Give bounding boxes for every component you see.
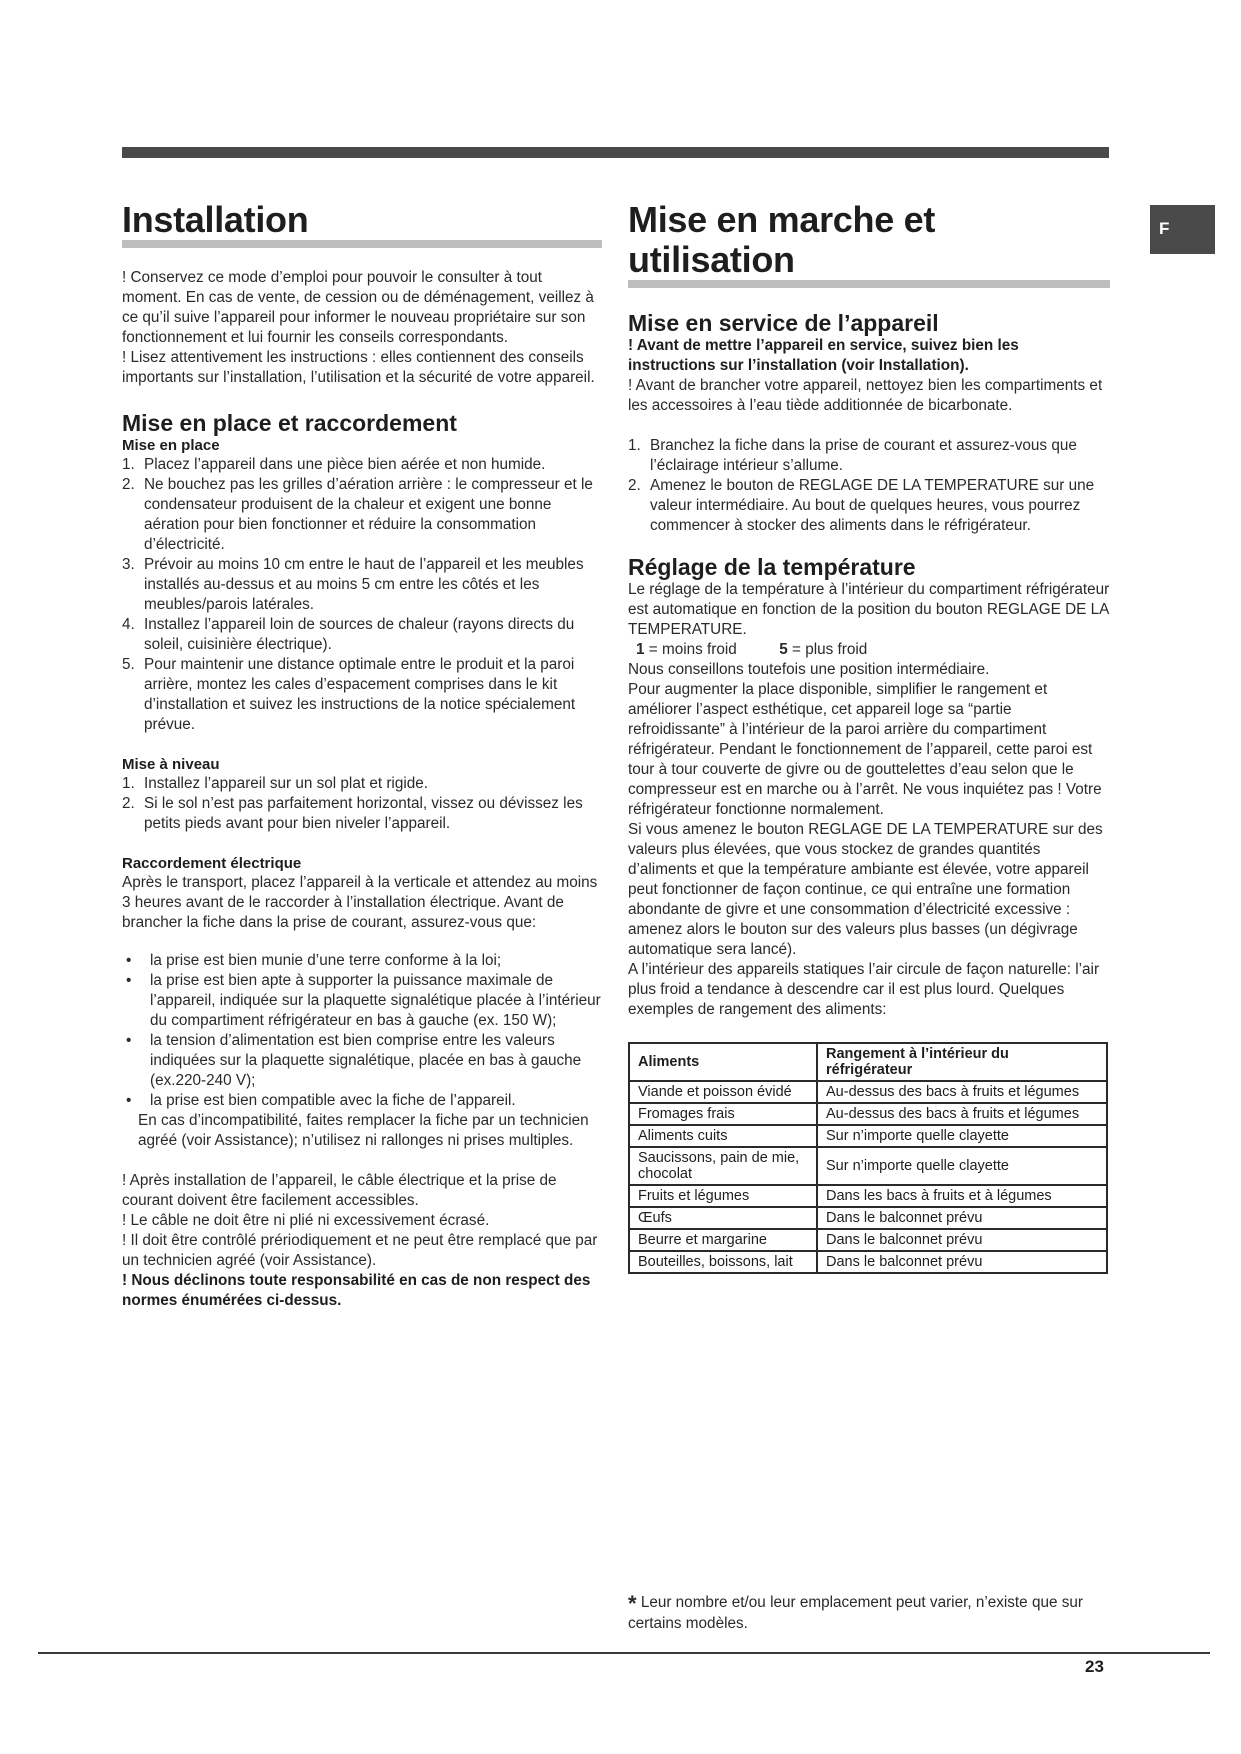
commissioning-bold-note: ! Avant de mettre l’appareil en service, suivez bien les instructions sur l’installation (voir Installation). — [628, 337, 1019, 374]
table-cell: Fruits et légumes — [629, 1185, 817, 1207]
table-cell: Au-dessus des bacs à fruits et légumes — [817, 1103, 1107, 1125]
temperature-scale: 1 = moins froid 5 = plus froid — [636, 641, 868, 658]
intro-paragraph-1: ! Conservez ce mode d’emploi pour pouvoir le consulter à tout moment. En cas de vente, de cession ou de déménagement, veillez à ce qu’il suive l’appareil pour informer le nouveau propriétaire sur son fonctionnement et lui fournir les conseils correspondants. — [122, 269, 594, 346]
placement-subtitle: Mise en place — [122, 437, 220, 454]
temperature-text-3: Pour augmenter la place disponible, simplifier le rangement et améliorer l’aspect esthétique, cet appareil loge sa “partie refroidissante” à l’intérieur de la paroi arrière du compartiment réfrigérateur. Pendant le fonctionnement de l’appareil, cette paroi est tour à tour couverte de givre ou de gouttelettes d’eau selon que le compresseur est en marche ou à l’arrêt. Ne vous inquiétez pas ! Votre réfrigérateur fonctionne normalement. — [628, 681, 1102, 818]
list-item: 5. Pour maintenir une distance optimale entre le produit et la paroi arrière, montez les cales d’espacement comprises dans le kit d’installation et suivez les instructions de la notice spécialement prévue. — [122, 656, 576, 733]
page-number: 23 — [1085, 1657, 1104, 1676]
table-header-row — [629, 1043, 1107, 1081]
electrical-text: Après le transport, placez l’appareil à la verticale et attendez au moins 3 heures avant de le raccorder à l’installation électrique. Avant de brancher la fiche dans la prise de courant, assurez-vous que: — [122, 874, 598, 931]
list-item: 1. Installez l’appareil sur un sol plat et rigide. — [122, 775, 428, 792]
electrical-subtitle: Raccordement électrique — [122, 855, 302, 872]
table-row — [629, 1147, 1107, 1185]
temperature-text-1: Le réglage de la température à l’intérieur du compartiment réfrigérateur est automatique en fonction de la position du bouton REGLAGE DE LA TEMPERATURE. — [628, 581, 1110, 638]
list-item: • la tension d’alimentation est bien comprise entre les valeurs indiquées sur la plaquette signalétique, placée en bas à gauche (ex.220-240 V); — [126, 1032, 582, 1089]
liability-warning: ! Nous déclinons toute responsabilité en cas de non respect des normes énumérées ci-dessus. — [122, 1272, 591, 1309]
placement-list — [122, 455, 602, 735]
electrical-checklist — [122, 951, 602, 1111]
table-cell: Aliments cuits — [629, 1125, 817, 1147]
placement-section-title: Mise en place et raccordement — [122, 410, 457, 436]
intro-paragraph-2: ! Lisez attentivement les instructions : elles contiennent des conseils importants sur l’installation, l’utilisation et la sécurité de votre appareil. — [122, 349, 595, 386]
list-item: 4. Installez l’appareil loin de sources de chaleur (rayons directs du soleil, cuisinière électrique). — [122, 616, 575, 653]
installation-column — [122, 200, 602, 1311]
installation-title: Installation — [122, 200, 602, 248]
footnote — [628, 1593, 1118, 1634]
list-item: 3. Prévoir au moins 10 cm entre le haut de l’appareil et les meubles installés au-dessus et au moins 5 cm entre les côtés et les meubles/parois latérales. — [122, 556, 584, 613]
list-item: 1. Placez l’appareil dans une pièce bien aérée et non humide. — [122, 456, 546, 473]
footnote-text: Leur nombre et/ou leur emplacement peut varier, n’existe que sur certains modèles. — [628, 1594, 1083, 1632]
table-cell: Œufs — [629, 1207, 817, 1229]
commissioning-text: ! Avant de brancher votre appareil, nettoyez bien les compartiments et les accessoires à l’eau tiède additionnée de bicarbonate. — [628, 377, 1103, 414]
table-cell: Sur n’importe quelle clayette — [817, 1147, 1107, 1185]
table-header: Rangement à l’intérieur du réfrigérateur — [817, 1043, 1107, 1081]
table-cell: Viande et poisson évidé — [629, 1081, 817, 1103]
table-row — [629, 1185, 1107, 1207]
table-cell: Dans le balconnet prévu — [817, 1207, 1107, 1229]
operation-column — [628, 200, 1110, 1274]
table-cell: Sur n’importe quelle clayette — [817, 1125, 1107, 1147]
temperature-text-4: Si vous amenez le bouton REGLAGE DE LA TEMPERATURE sur des valeurs plus élevées, que vous stockez de grandes quantités d’aliments et que la température ambiante est élevée, votre appareil peut fonctionner de façon continue, ce qui entraîne une formation abondante de givre et une consommation d’électricité excessive : amenez alors le bouton sur des valeurs plus basses (un dégivrage automatique sera lancé). — [628, 821, 1103, 958]
list-item: • la prise est bien munie d’une terre conforme à la loi; — [126, 952, 502, 969]
table-cell: Dans les bacs à fruits et à légumes — [817, 1185, 1107, 1207]
incompatibility-note: En cas d’incompatibilité, faites remplacer la fiche par un technicien agréé (voir Assistance); n’utilisez ni rallonges ni prises multiples. — [138, 1112, 589, 1149]
list-item: 1. Branchez la fiche dans la prise de courant et assurez-vous que l’éclairage intérieur s’allume. — [628, 437, 1077, 474]
warning-2: ! Le câble ne doit être ni plié ni excessivement écrasé. — [122, 1212, 490, 1229]
temperature-section-title: Réglage de la température — [628, 554, 916, 580]
table-row — [629, 1081, 1107, 1103]
operation-title: Mise en marche et utilisation — [628, 200, 1110, 288]
commissioning-list — [628, 436, 1110, 536]
temperature-text-5: A l’intérieur des appareils statiques l’air circule de façon naturelle: l’air plus froid a tendance à descendre car il est plus lourd. Quelques exemples de rangement des aliments: — [628, 961, 1100, 1018]
top-rule — [122, 147, 1109, 158]
table-header: Aliments — [629, 1043, 817, 1081]
table-cell: Saucissons, pain de mie, chocolat — [629, 1147, 817, 1185]
asterisk: * — [628, 1591, 637, 1616]
bottom-rule — [38, 1652, 1210, 1654]
table-row — [629, 1251, 1107, 1273]
leveling-list — [122, 774, 602, 834]
table-cell: Dans le balconnet prévu — [817, 1229, 1107, 1251]
table-row — [629, 1103, 1107, 1125]
list-item: 2. Amenez le bouton de REGLAGE DE LA TEMPERATURE sur une valeur intermédiaire. Au bout de quelques heures, vous pourrez commencer à stocker des aliments dans le réfrigérateur. — [628, 477, 1095, 534]
food-storage-table — [628, 1042, 1108, 1274]
table-row — [629, 1207, 1107, 1229]
table-cell: Au-dessus des bacs à fruits et légumes — [817, 1081, 1107, 1103]
table-cell: Fromages frais — [629, 1103, 817, 1125]
language-tab: F — [1150, 205, 1215, 254]
list-item: 2. Si le sol n’est pas parfaitement horizontal, vissez ou dévissez les petits pieds avant pour bien niveler l’appareil. — [122, 795, 583, 832]
table-row — [629, 1125, 1107, 1147]
warning-1: ! Après installation de l’appareil, le câble électrique et la prise de courant doivent être facilement accessibles. — [122, 1172, 557, 1209]
leveling-subtitle: Mise à niveau — [122, 756, 220, 773]
table-cell: Beurre et margarine — [629, 1229, 817, 1251]
table-cell: Bouteilles, boissons, lait — [629, 1251, 817, 1273]
commissioning-section-title: Mise en service de l’appareil — [628, 310, 939, 336]
table-row — [629, 1229, 1107, 1251]
list-item: • la prise est bien apte à supporter la puissance maximale de l’appareil, indiquée sur la plaquette signalétique placée à l’intérieur du compartiment réfrigérateur en bas à gauche (ex. 150 W); — [126, 972, 601, 1029]
list-item: • la prise est bien compatible avec la fiche de l’appareil. — [126, 1092, 516, 1109]
list-item: 2. Ne bouchez pas les grilles d’aération arrière : le compresseur et le condensateur produisent de la chaleur et exigent une bonne aération pour bien fonctionner et réduire la consommation d’électricité. — [122, 476, 593, 553]
table-cell: Dans le balconnet prévu — [817, 1251, 1107, 1273]
temperature-text-2: Nous conseillons toutefois une position intermédiaire. — [628, 661, 990, 678]
warning-3: ! Il doit être contrôlé prériodiquement et ne peut être remplacé que par un technicien agréé (voir Assistance). — [122, 1232, 598, 1269]
